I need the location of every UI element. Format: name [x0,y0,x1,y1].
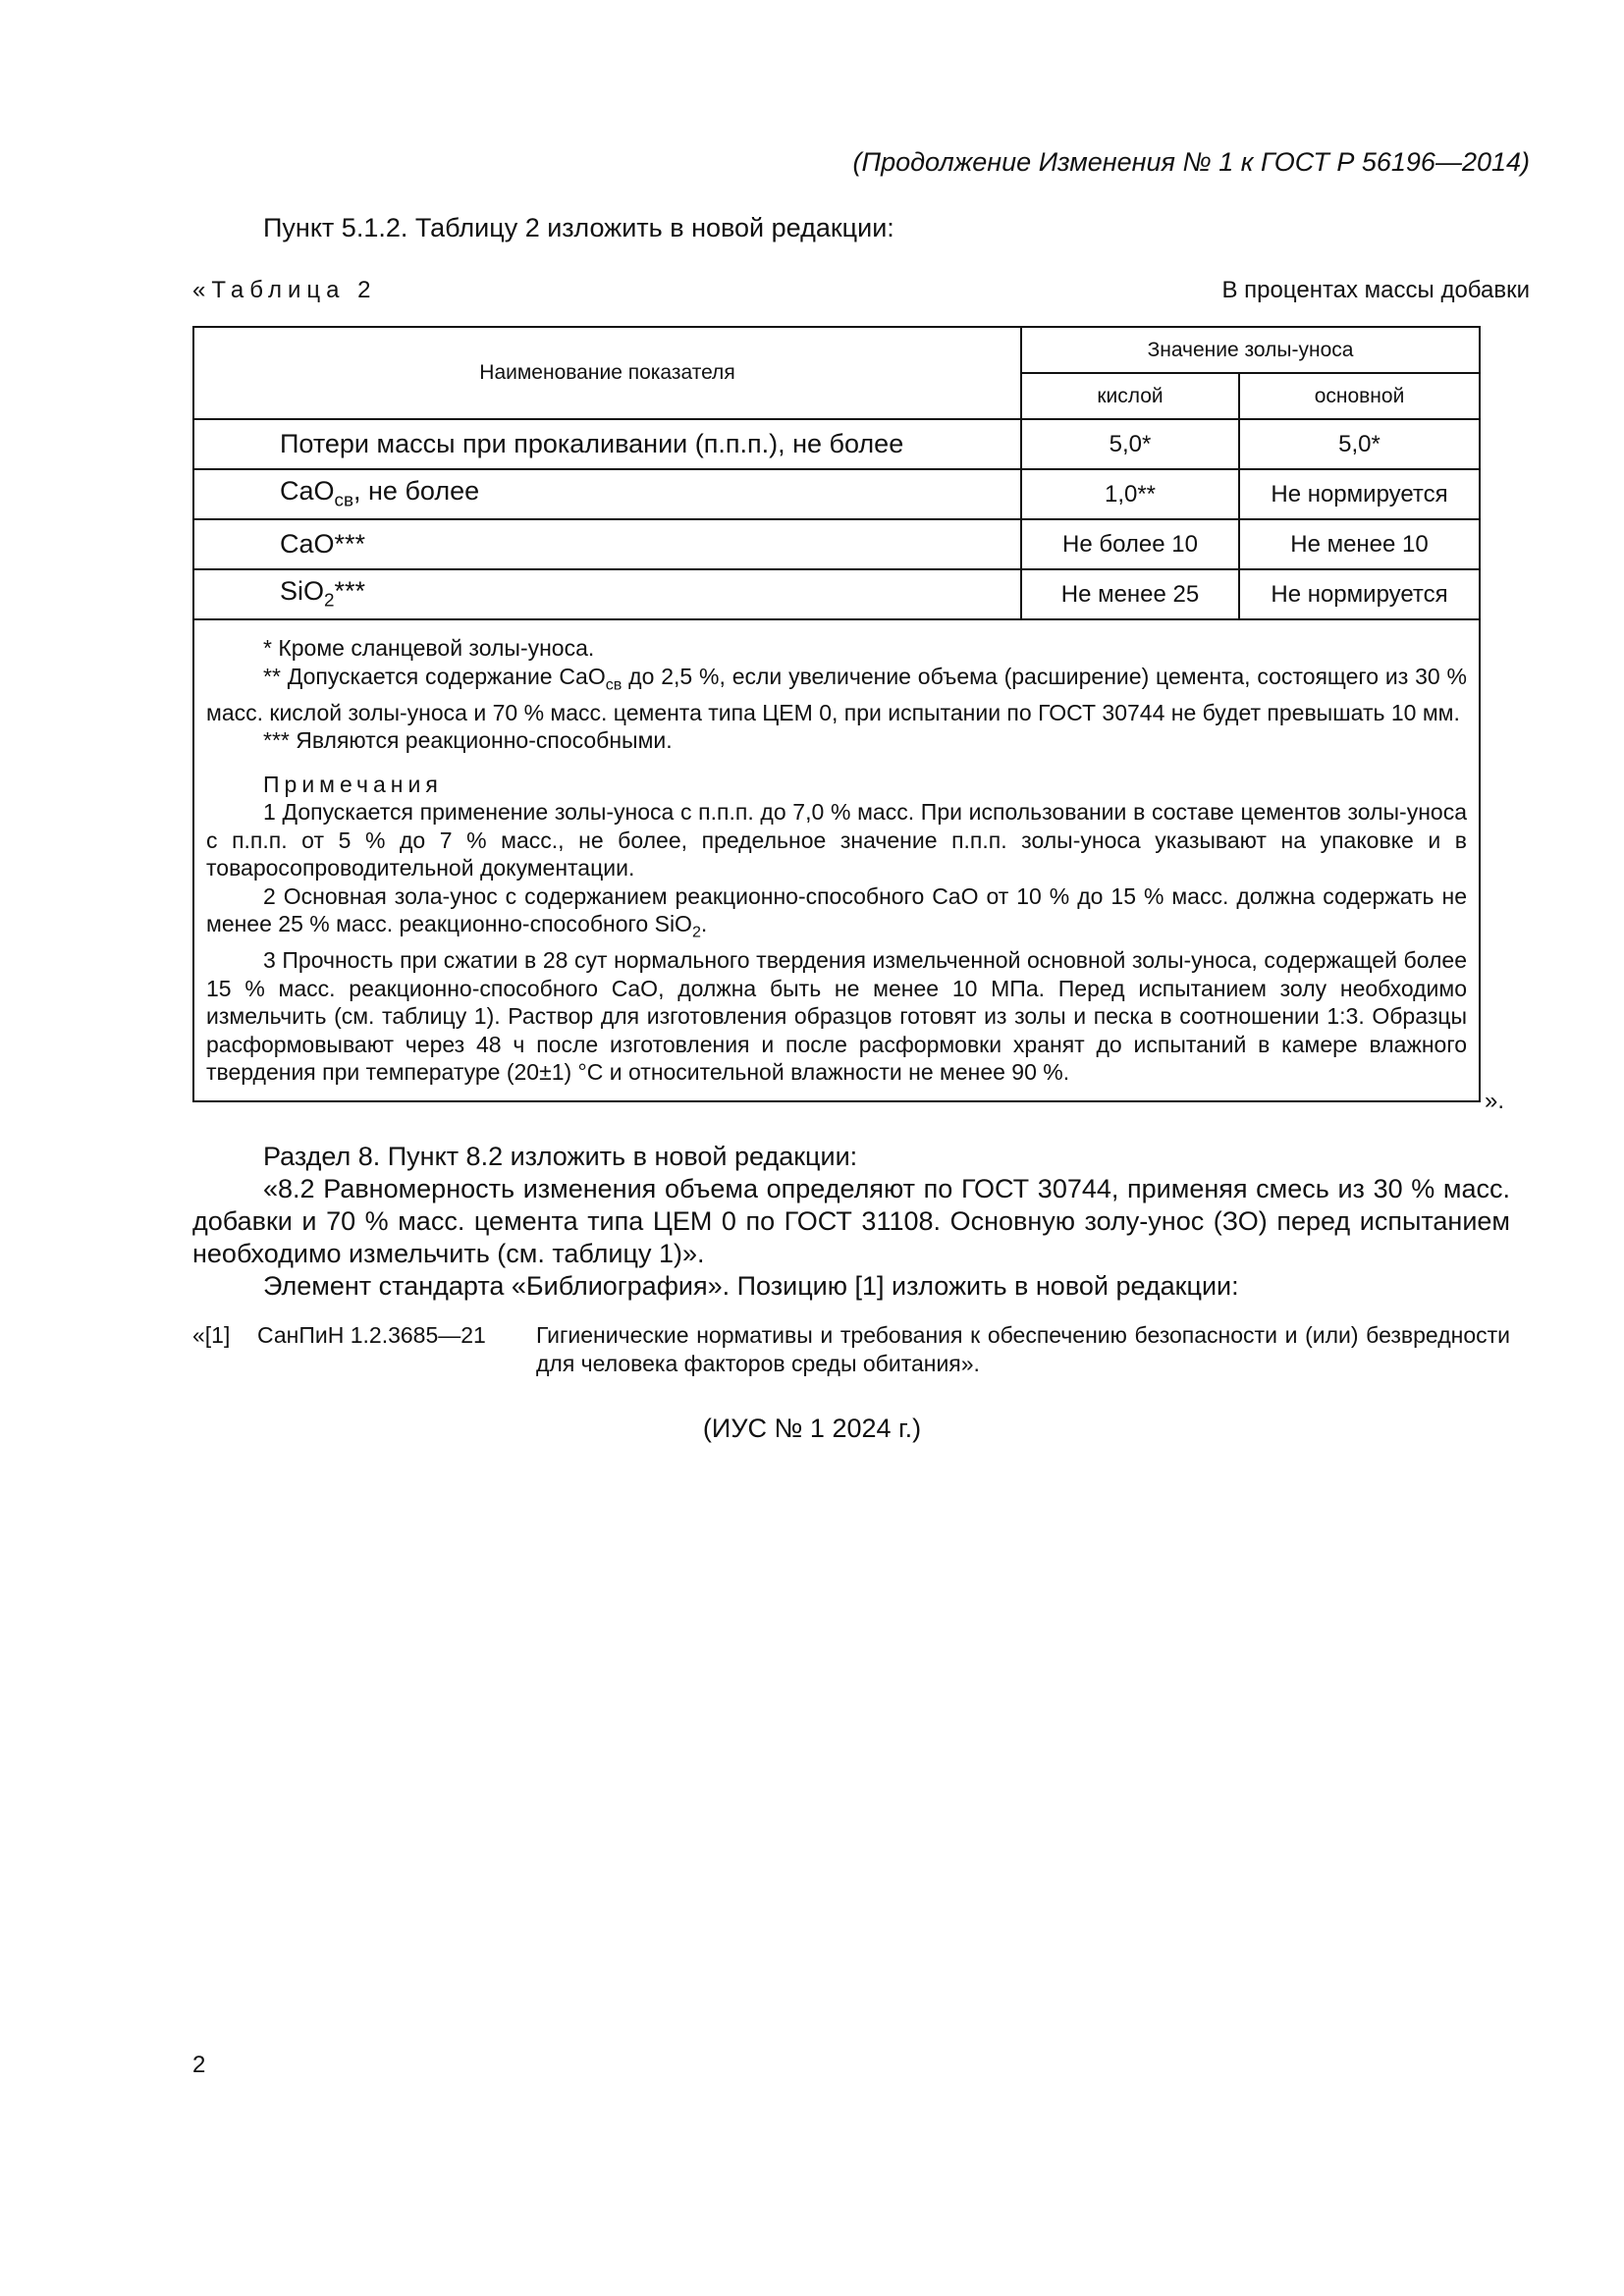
row-name: CaO*** [193,519,1021,569]
header-ash-value: Значение золы-уноса [1021,327,1480,373]
header-acid: кислой [1021,373,1239,419]
note-1: 1 Допускается применение золы-уноса с п.п.п. до 7,0 % масс. При использовании в составе цементов золы-уноса с п.п.п. от 5 % до 7 % масс., не более, предельное значение п.п.п. золы-уноса указывают на упаковке и в товаросопроводительной документации. [206,799,1467,881]
row-acid: Не более 10 [1021,519,1239,569]
note-3: 3 Прочность при сжатии в 28 сут нормального твердения измельченной основной золы-уноса, содержащей более 15 % масс. реакционно-способного CaO, должна быть не менее 10 МПа. Перед испытанием золу необходимо измельчить (см. таблицу 1). Раствор для изготовления образцов готовят из золы и песка в соотношении 1:3. Образцы расформовывают через 48 ч после изготовления и после расформовки хранят до испытаний в камере влажного твердения при температуре (20±1) °С и относительной влажности не менее 90 %. [206,947,1467,1086]
table-row [193,419,1480,469]
note-2-sub: 2 [691,923,701,941]
note-2 [206,882,1467,947]
row-name: Потери массы при прокаливании (п.п.п.), не более [193,419,1021,469]
bibliography-intro: Элемент стандарта «Библиография». Позицию [1] изложить в новой редакции: [263,1271,1239,1301]
footnote-2-rest: до 2,5 %, если увеличение объема (расширение) цемента, состоящего из 30 % масс. кислой золы-уноса и 70 % масс. цемента типа ЦЕМ 0, при испытании по ГОСТ 30744 не будет превышать 10 мм. [206,663,1468,725]
row-name [193,569,1021,619]
footnote-3: *** Являются реакционно-способными. [263,727,673,754]
formula-main: SiO [280,576,325,607]
bib-doc-title: Гигиенические нормативы и требования к обеспечению безопасности и (или) безвредности для человека факторов среды обитания». [536,1322,1510,1376]
formula-sub: св [334,490,354,511]
table-close-quote: ». [1485,1088,1505,1114]
footnote-2-sub: св [605,675,623,694]
row-acid: Не менее 25 [1021,569,1239,619]
row-basic: Не нормируется [1239,469,1480,519]
table-row [193,519,1480,569]
row-name [193,469,1021,519]
section-8-block [192,1141,1510,1303]
notes-title: Примечания [263,771,443,797]
intro-paragraph: Пункт 5.1.2. Таблицу 2 изложить в новой редакции: [263,213,894,242]
page-number: 2 [192,2052,206,2078]
clause-8-2: «8.2 Равномерность изменения объема определяют по ГОСТ 30744, применяя смесь из 30 % масс. добавки и 70 % масс. цемента типа ЦЕМ 0 по ГОСТ 31108. Основную золу-унос (ЗО) перед испытанием необходимо измельчить (см. таблицу 1)». [192,1174,1510,1268]
footnote-2 [206,663,1467,727]
row-basic: 5,0* [1239,419,1480,469]
row-acid: 1,0** [1021,469,1239,519]
table-units: В процентах массы добавки [1221,277,1530,303]
header-indicator-name: Наименование показателя [193,327,1021,419]
name-rest: *** [334,576,366,607]
table-caption: «Таблица 2 [192,277,377,303]
row-basic: Не нормируется [1239,569,1480,619]
note-2-rest: . [700,911,708,937]
note-2-text: 2 Основная зола-унос с содержанием реакционно-способного CaO от 10 % до 15 % масс. должна содержать не менее 25 % масс. реакционно-способного SiO [206,882,1467,937]
table-row [193,569,1480,619]
formula-sub: 2 [324,590,335,612]
header-basic: основной [1239,373,1480,419]
table-notes [193,619,1480,1101]
bib-ref-number: «[1] [192,1322,231,1348]
row-basic: Не менее 10 [1239,519,1480,569]
name-rest: , не более [353,476,480,507]
section-8-intro: Раздел 8. Пункт 8.2 изложить в новой редакции: [263,1142,858,1171]
ius-footer: (ИУС № 1 2024 г.) [702,1414,922,1443]
formula-main: CaO [280,476,335,507]
table-row [193,469,1480,519]
continuation-header: (Продолжение Изменения № 1 к ГОСТ Р 56196—2014) [852,147,1530,177]
footnote-2-text: ** Допускается содержание CaO [263,663,606,689]
row-acid: 5,0* [1021,419,1239,469]
bib-doc-code: СанПиН 1.2.3685—21 [257,1322,486,1348]
table-2 [192,326,1481,1102]
footnote-1: * Кроме сланцевой золы-уноса. [263,635,595,661]
